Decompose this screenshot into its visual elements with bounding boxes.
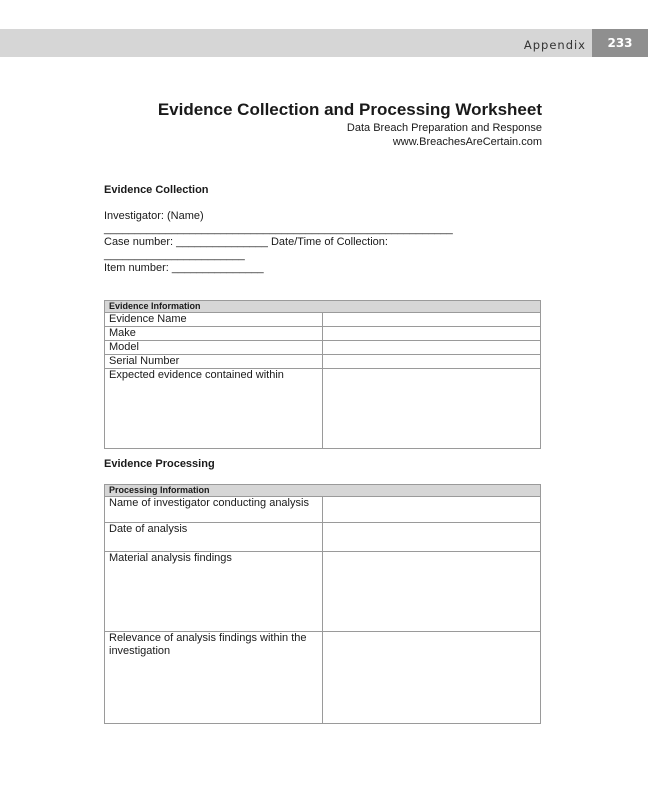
case-number-line: Case number: _______________ Date/Time of Collection: [104, 236, 388, 248]
table-cell-blank [323, 497, 541, 523]
collection-fields [104, 210, 453, 275]
evidence-information-table [104, 300, 541, 449]
table-cell-blank [323, 341, 541, 355]
table-cell-blank [323, 355, 541, 369]
table-cell-blank [323, 552, 541, 632]
table-cell-blank [323, 369, 541, 449]
title-block [158, 100, 542, 148]
evidence-table-header: Evidence Information [105, 301, 541, 313]
date-time-line: _______________________ [104, 249, 245, 261]
table-cell-blank [323, 523, 541, 552]
evidence-collection-heading: Evidence Collection [104, 184, 209, 196]
table-row-label: Material analysis findings [105, 552, 323, 632]
table-row-label: Serial Number [105, 355, 323, 369]
investigator-label: Investigator: (Name) [104, 210, 204, 222]
table-row-label: Date of analysis [105, 523, 323, 552]
table-row-label: Model [105, 341, 323, 355]
item-number-line: Item number: _______________ [104, 262, 264, 274]
document-url: www.BreachesAreCertain.com [392, 136, 542, 148]
running-header [0, 29, 648, 57]
document-subtitle: Data Breach Preparation and Response [346, 122, 542, 134]
table-cell-blank [323, 327, 541, 341]
table-row-label: Name of investigator conducting analysis [105, 497, 323, 523]
evidence-processing-heading: Evidence Processing [104, 458, 215, 470]
table-row-label: Relevance of analysis findings within the investigation [105, 632, 323, 724]
investigator-line: _________________________________________________________ [104, 223, 453, 235]
table-row-label: Expected evidence contained within [105, 369, 323, 449]
table-row-label: Evidence Name [105, 313, 323, 327]
processing-information-table [104, 484, 541, 724]
table-cell-blank [323, 313, 541, 327]
document-title: Evidence Collection and Processing Worksheet [157, 100, 542, 119]
page-number: 233 [592, 29, 648, 57]
section-label: Appendix [523, 38, 586, 52]
table-row-label: Make [105, 327, 323, 341]
processing-table-header: Processing Information [105, 485, 541, 497]
table-cell-blank [323, 632, 541, 724]
